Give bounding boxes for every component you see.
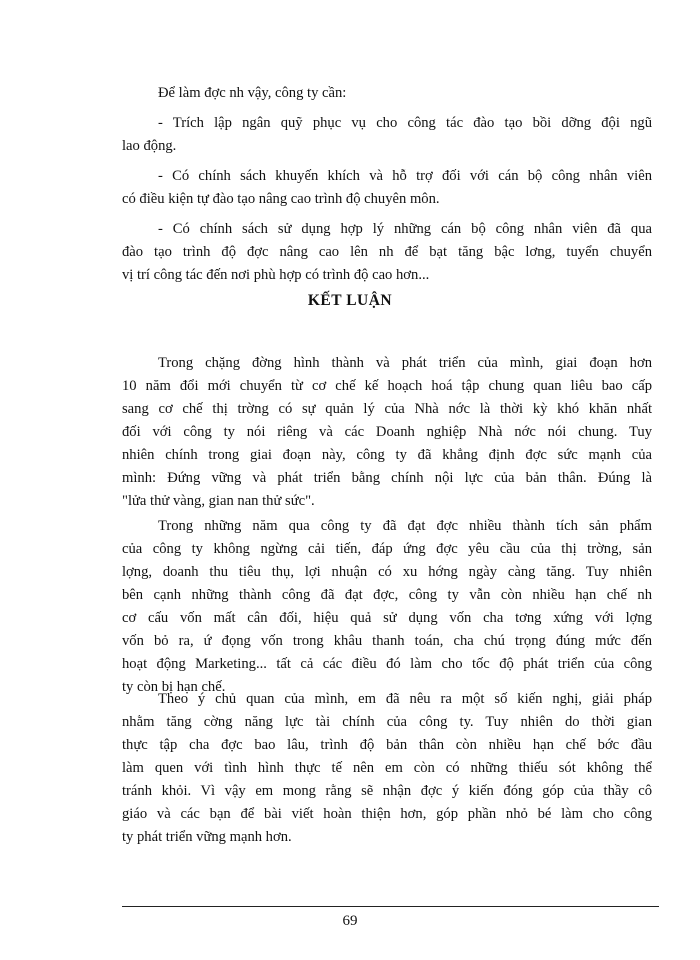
text-line: lao động. xyxy=(122,138,177,154)
text-line: có điều kiện tự đào tạo nâng cao trình độ chuyên môn. xyxy=(122,191,440,207)
page-number: 69 xyxy=(342,913,358,929)
text-line: vị trí công tác đến nơi phù hợp có trình độ cao hơn... xyxy=(122,267,430,283)
text-line: Trong chặng đờng hình thành và phát triển của mình, giai đoạn hơn xyxy=(158,355,652,371)
text-line: đào tạo trình độ đợc nâng cao lên nh để bạt tăng bậc lơng, tuyển chuyển xyxy=(122,244,652,260)
text-line: làm quen với tình hình thực tế nên em còn có những thiếu sót không thể xyxy=(122,760,652,776)
text-line: tránh khỏi. Vì vậy em mong rằng sẽ nhận đợc ý kiến đóng góp của thầy cô xyxy=(122,783,652,799)
text-line: - Trích lập ngân quỹ phục vụ cho công tác đào tạo bồi dỡng đội ngũ xyxy=(158,115,652,131)
text-line: giáo và các bạn để bài viết hoàn thiện hơn, góp phần nhỏ bé làm cho công xyxy=(122,806,652,822)
text-line: Theo ý chủ quan của mình, em đã nêu ra một số kiến nghị, giải pháp xyxy=(158,691,652,707)
text-line: đối với công ty nói riêng và các Doanh nghiệp Nhà nớc nói chung. Tuy xyxy=(122,424,652,440)
footer-rule xyxy=(122,906,659,907)
text-line: của công ty không ngừng cải tiến, đáp ứng đợc yêu cầu của thị trờng, sản xyxy=(122,541,652,557)
text-line: sang cơ chế thị trờng có sự quản lý của Nhà nớc là thời kỳ khó khăn nhất xyxy=(122,401,652,417)
text-line: ty còn bị hạn chế. xyxy=(122,679,226,695)
text-line: ty phát triển vững mạnh hơn. xyxy=(122,829,292,845)
text-line: mình: Đứng vững và phát triển bằng chính nội lực của bản thân. Đúng là xyxy=(122,470,652,486)
section-heading: KẾT LUẬN xyxy=(307,292,393,309)
text-line: - Có chính sách sử dụng hợp lý những cán bộ công nhân viên đã qua xyxy=(158,221,652,237)
text-line: nhằm tăng cờng năng lực tài chính của công ty. Tuy nhiên do thời gian xyxy=(122,714,652,730)
text-line: thực tập cha đợc bao lâu, trình độ bản thân còn nhiều hạn chế bớc đầu xyxy=(122,737,652,753)
text-line: - Có chính sách khuyến khích và hỗ trợ đối với cán bộ công nhân viên xyxy=(158,168,652,184)
text-line: lợng, doanh thu tiêu thụ, lợi nhuận có xu hớng ngày càng tăng. Tuy nhiên xyxy=(122,564,652,580)
text-line: 10 năm đổi mới chuyển từ cơ chế kế hoạch hoá tập chung quan liêu bao cấp xyxy=(122,378,652,394)
text-line: bên cạnh những thành công đã đạt đợc, công ty vẫn còn nhiều hạn chế nh xyxy=(122,587,652,603)
text-line: hoạt động Marketing... tất cả các điều đó làm cho tốc độ phát triển của công xyxy=(122,656,652,672)
text-line: Trong những năm qua công ty đã đạt đợc nhiều thành tích sản phẩm xyxy=(158,518,652,534)
text-line: cơ cấu vốn mất cân đối, hiệu quả sử dụng vốn cha tơng xứng với lợng xyxy=(122,610,652,626)
text-line: "lửa thử vàng, gian nan thử sức". xyxy=(122,493,315,509)
text-line: nhiên chính trong giai đoạn này, công ty đã khẳng định đợc sức mạnh của xyxy=(122,447,652,463)
text-line: Để làm đợc nh vậy, công ty cần: xyxy=(158,85,347,101)
text-line: vốn bỏ ra, ứ đọng vốn trong khâu thanh toán, cha chú trọng đúng mức đến xyxy=(122,633,652,649)
